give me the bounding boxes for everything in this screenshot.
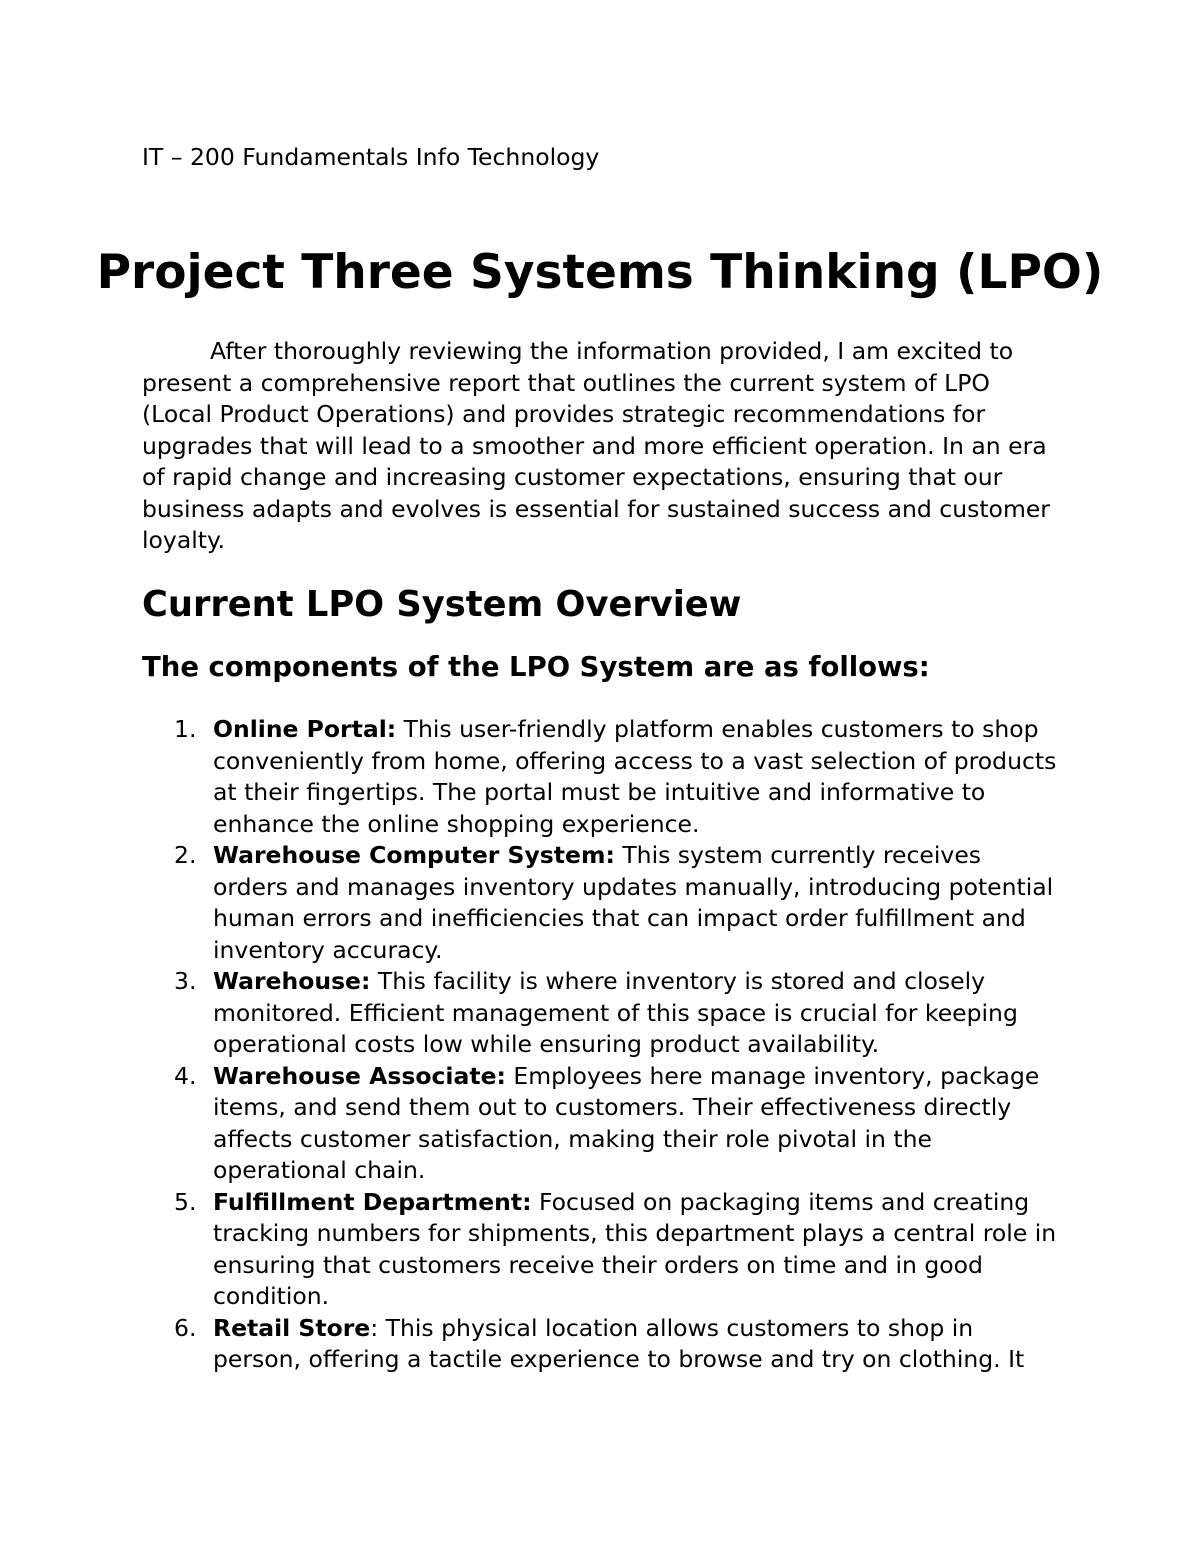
list-item-line: orders and manages inventory updates manually, introducing potential bbox=[213, 872, 1054, 901]
list-item bbox=[142, 1061, 1082, 1187]
course-title: IT – 200 Fundamentals Info Technology bbox=[142, 143, 600, 171]
list-item-number: 6. bbox=[174, 1313, 197, 1342]
list-item-line: person, offering a tactile experience to browse and try on clothing. It bbox=[213, 1345, 1025, 1373]
list-item-line: enhance the online shopping experience. bbox=[213, 809, 700, 838]
intro-line: upgrades that will lead to a smoother and more efficient operation. In an era bbox=[142, 431, 1047, 460]
list-item-first-line bbox=[213, 966, 1082, 998]
component-name: Warehouse: bbox=[213, 967, 371, 995]
component-description: This user-friendly platform enables customers to shop bbox=[396, 715, 1039, 743]
list-item-line: affects customer satisfaction, making their role pivotal in the bbox=[213, 1124, 932, 1153]
list-item-number: 1. bbox=[174, 715, 197, 743]
list-item-first-line bbox=[213, 1313, 1082, 1345]
list-item bbox=[142, 966, 1082, 1061]
intro-line: (Local Product Operations) and provides strategic recommendations for bbox=[142, 400, 986, 428]
component-name: Warehouse Computer System: bbox=[213, 841, 615, 869]
list-item-first-line bbox=[213, 714, 1082, 746]
intro-line: loyalty. bbox=[142, 526, 225, 554]
section-heading: Current LPO System Overview bbox=[142, 584, 742, 625]
list-item-number: 3. bbox=[174, 967, 197, 995]
component-name: Warehouse Associate: bbox=[213, 1061, 506, 1090]
list-item-line: conveniently from home, offering access to a vast selection of products bbox=[213, 746, 1057, 775]
intro-paragraph bbox=[142, 336, 1062, 557]
document-title: Project Three Systems Thinking (LPO) bbox=[96, 245, 1104, 300]
component-description: Focused on packaging items and creating bbox=[531, 1187, 1030, 1216]
list-item-first-line bbox=[213, 1061, 1082, 1093]
component-name: Online Portal: bbox=[213, 715, 397, 743]
list-item-first-line bbox=[213, 840, 1082, 872]
list-item bbox=[142, 1313, 1082, 1376]
list-item bbox=[142, 714, 1082, 840]
intro-line: of rapid change and increasing customer expectations, ensuring that our bbox=[142, 463, 1003, 491]
component-description: This facility is where inventory is stored and closely bbox=[370, 967, 986, 995]
component-name: Fulfillment Department: bbox=[213, 1187, 532, 1216]
intro-line: business adapts and evolves is essential for sustained success and customer bbox=[142, 494, 1050, 523]
list-item-number: 2. bbox=[174, 841, 197, 869]
list-item-first-line bbox=[213, 1187, 1082, 1219]
list-item-line: at their fingertips. The portal must be intuitive and informative to bbox=[213, 778, 986, 806]
list-item-line: operational costs low while ensuring product availability. bbox=[213, 1030, 880, 1058]
component-description: : This physical location allows customers to shop in bbox=[370, 1313, 974, 1342]
list-item-number: 4. bbox=[174, 1061, 197, 1090]
component-description: This system currently receives bbox=[614, 841, 982, 869]
list-item bbox=[142, 1187, 1082, 1313]
list-item-line: tracking numbers for shipments, this department plays a central role in bbox=[213, 1219, 1057, 1247]
list-item-line: operational chain. bbox=[213, 1156, 426, 1184]
list-item-line: inventory accuracy. bbox=[213, 935, 443, 964]
list-item-line: condition. bbox=[213, 1282, 330, 1310]
intro-line: present a comprehensive report that outlines the current system of LPO bbox=[142, 368, 990, 397]
list-item-number: 5. bbox=[174, 1187, 197, 1216]
component-description: Employees here manage inventory, package bbox=[505, 1061, 1040, 1090]
components-heading: The components of the LPO System are as follows: bbox=[142, 651, 930, 683]
component-name: Retail Store bbox=[213, 1313, 371, 1342]
list-item-line: items, and send them out to customers. Their effectiveness directly bbox=[213, 1093, 1012, 1121]
list-item-line: human errors and inefficiencies that can impact order fulfillment and bbox=[213, 904, 1026, 932]
components-list bbox=[142, 714, 1082, 1376]
list-item-line: ensuring that customers receive their orders on time and in good bbox=[213, 1250, 983, 1279]
intro-line: After thoroughly reviewing the information provided, I am excited to bbox=[210, 337, 1014, 365]
list-item bbox=[142, 840, 1082, 966]
list-item-line: monitored. Efficient management of this space is crucial for keeping bbox=[213, 998, 1018, 1027]
